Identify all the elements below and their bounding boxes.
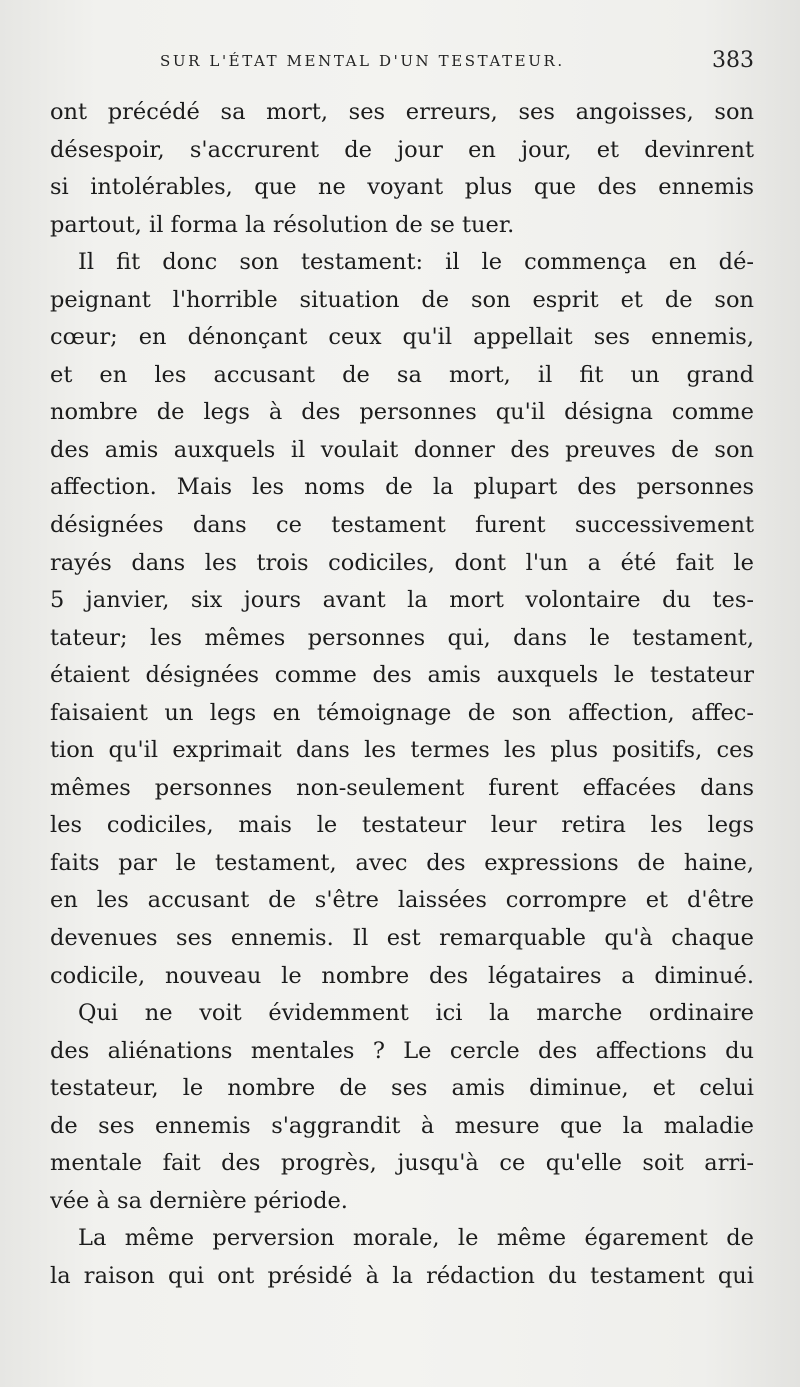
text-line: 5 janvier, six jours avant la mort volontaire du tes- [50, 587, 754, 614]
text-line: des aliénations mentales ? Le cercle des affections du [50, 1037, 754, 1064]
text-line: vée à sa dernière période. [50, 1187, 348, 1214]
text-line: peignant l'horrible situation de son esprit et de son [50, 286, 754, 313]
running-head: SUR L'ÉTAT MENTAL D'UN TESTATEUR. [160, 52, 565, 70]
page-number: 383 [712, 48, 754, 73]
text-line: cœur; en dénonçant ceux qu'il appellait ses ennemis, [50, 324, 754, 351]
text-line: la raison qui ont présidé à la rédaction du testament qui [50, 1262, 754, 1289]
text-line: si intolérables, que ne voyant plus que des ennemis [50, 174, 754, 201]
text-line: partout, il forma la résolution de se tuer. [50, 211, 515, 238]
text-line: étaient désignées comme des amis auxquels le testateur [50, 662, 754, 689]
text-line: faits par le testament, avec des expressions de haine, [50, 849, 754, 876]
text-line: mentale fait des progrès, jusqu'à ce qu'elle soit arri- [50, 1150, 754, 1177]
text-line: désignées dans ce testament furent successivement [50, 512, 754, 539]
text-line: en les accusant de s'être laissées corrompre et d'être [50, 887, 754, 914]
text-line: nombre de legs à des personnes qu'il désigna comme [50, 399, 754, 426]
text-line: tateur; les mêmes personnes qui, dans le testament, [50, 624, 754, 651]
text-line: testateur, le nombre de ses amis diminue, et celui [50, 1075, 754, 1102]
text-line: rayés dans les trois codiciles, dont l'un a été fait le [50, 549, 754, 576]
text-line: les codiciles, mais le testateur leur retira les legs [50, 812, 754, 839]
page-header [160, 48, 754, 78]
text-line: et en les accusant de sa mort, il fit un grand [50, 361, 754, 388]
text-line: devenues ses ennemis. Il est remarquable qu'à chaque [50, 925, 754, 952]
text-line: tion qu'il exprimait dans les termes les plus positifs, ces [50, 737, 754, 764]
text-line: faisaient un legs en témoignage de son affection, affec- [50, 699, 754, 726]
text-line: affection. Mais les noms de la plupart des personnes [50, 474, 754, 501]
text-line: ont précédé sa mort, ses erreurs, ses angoisses, son [50, 99, 754, 125]
text-line: des amis auxquels il voulait donner des preuves de son [50, 436, 754, 463]
text-line: La même perversion morale, le même égarement de [78, 1225, 754, 1252]
text-line: Il fit donc son testament: il le commença en dé- [78, 249, 754, 276]
text-line: codicile, nouveau le nombre des légataires a diminué. [50, 962, 754, 989]
text-line: de ses ennemis s'aggrandit à mesure que la maladie [50, 1112, 754, 1139]
text-line: désespoir, s'accrurent de jour en jour, et devinrent [50, 136, 754, 163]
text-line: Qui ne voit évidemment ici la marche ordinaire [78, 1000, 754, 1027]
text-line: mêmes personnes non-seulement furent effacées dans [50, 774, 754, 801]
body-text [50, 94, 754, 1296]
